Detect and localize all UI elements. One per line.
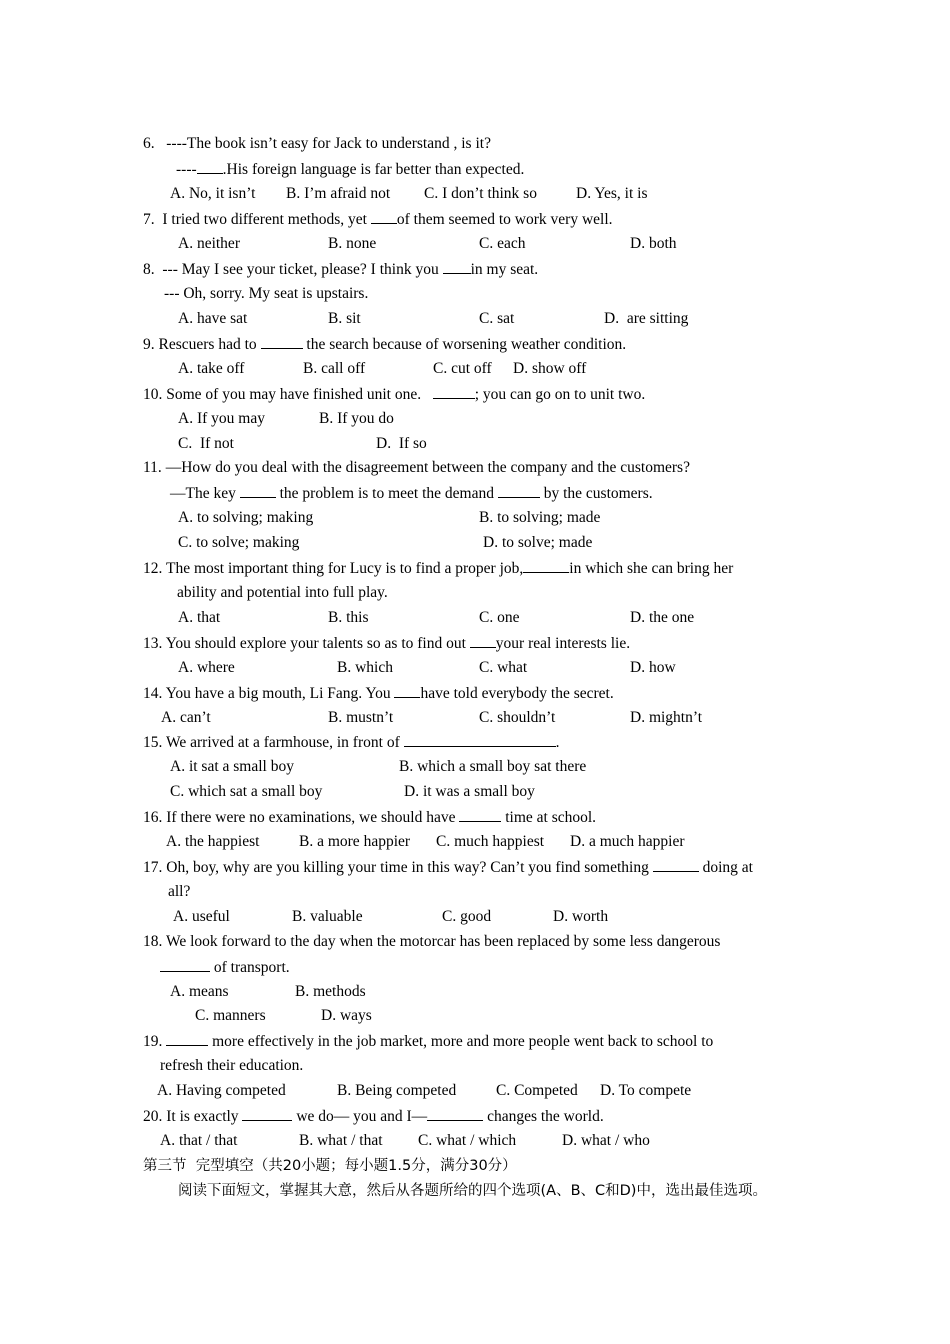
option-a: A. that / that bbox=[160, 1132, 238, 1149]
blank bbox=[427, 1106, 483, 1121]
blank bbox=[523, 558, 569, 573]
question-17: 17. Oh, boy, why are you killing your time in this way? Can’t you find something doing at bbox=[143, 859, 753, 876]
question-8: 8. --- May I see your ticket, please? I think you in my seat. bbox=[143, 261, 539, 278]
option-d: D. show off bbox=[513, 360, 587, 377]
option-d: D. are sitting bbox=[604, 310, 689, 327]
question-19-cont: refresh their education. bbox=[160, 1057, 304, 1074]
question-16: 16. If there were no examinations, we should have time at school. bbox=[143, 809, 597, 826]
option-c: C. good bbox=[442, 908, 492, 925]
blank bbox=[394, 683, 420, 698]
option-a: A. to solving; making bbox=[178, 509, 314, 526]
option-a: A. No, it isn’t bbox=[170, 185, 256, 202]
question-12: 12. The most important thing for Lucy is to find a proper job, in which she can bring her bbox=[143, 560, 734, 577]
blank bbox=[404, 732, 556, 747]
option-d: D. ways bbox=[321, 1007, 372, 1024]
question-20: 20. It is exactly we do— you and I— changes the world. bbox=[143, 1108, 604, 1125]
option-c: C. cut off bbox=[433, 360, 492, 377]
section-instruction: 阅读下面短文，掌握其大意，然后从各题所给的四个选项(A、B、C和D)中，选出最佳选项。 bbox=[178, 1183, 767, 1199]
question-13: 13. You should explore your talents so as to find out your real interests lie. bbox=[143, 635, 631, 652]
option-d: D. Yes, it is bbox=[576, 185, 648, 202]
option-a: A. the happiest bbox=[166, 833, 260, 850]
option-c: C. to solve; making bbox=[178, 534, 300, 551]
option-b: B. what / that bbox=[299, 1132, 383, 1149]
option-c: C. each bbox=[479, 235, 526, 252]
option-b: B. a more happier bbox=[299, 833, 411, 850]
question-7: 7. I tried two different methods, yet of them seemed to work very well. bbox=[143, 211, 613, 228]
blank bbox=[443, 259, 471, 274]
option-c: C. one bbox=[479, 609, 520, 626]
option-a: A. that bbox=[178, 609, 221, 626]
option-c: C. much happiest bbox=[436, 833, 545, 850]
option-b: B. call off bbox=[303, 360, 366, 377]
blank bbox=[240, 483, 276, 498]
option-b: B. which bbox=[337, 659, 393, 676]
blank bbox=[470, 633, 496, 648]
question-8-reply: --- Oh, sorry. My seat is upstairs. bbox=[164, 285, 369, 302]
option-b: B. sit bbox=[328, 310, 361, 327]
option-d: D. To compete bbox=[600, 1082, 692, 1099]
option-d: D. If so bbox=[376, 435, 427, 452]
option-c: C. what bbox=[479, 659, 528, 676]
option-a: A. it sat a small boy bbox=[170, 758, 294, 775]
question-6: 6. ----The book isn’t easy for Jack to understand , is it? bbox=[143, 135, 491, 152]
blank bbox=[166, 1031, 208, 1046]
blank bbox=[160, 957, 210, 972]
question-10: 10. Some of you may have finished unit one. ; you can go on to unit two. bbox=[143, 386, 646, 403]
question-14: 14. You have a big mouth, Li Fang. You have told everybody the secret. bbox=[143, 685, 614, 702]
option-b: B. to solving; made bbox=[479, 509, 601, 526]
option-a: A. have sat bbox=[178, 310, 248, 327]
question-11-reply: —The key the problem is to meet the demand by the customers. bbox=[170, 485, 653, 502]
option-c: C. shouldn’t bbox=[479, 709, 556, 726]
question-18-cont: of transport. bbox=[160, 957, 290, 978]
option-b: B. none bbox=[328, 235, 377, 252]
option-a: A. means bbox=[170, 983, 229, 1000]
section-title: 第三节 完型填空（共20小题；每小题1.5分，满分30分） bbox=[143, 1158, 517, 1174]
question-18: 18. We look forward to the day when the motorcar has been replaced by some less dangerous bbox=[143, 933, 721, 950]
option-a: A. neither bbox=[178, 235, 240, 252]
question-12-cont: ability and potential into full play. bbox=[177, 584, 388, 601]
option-a: A. If you may bbox=[178, 410, 265, 427]
option-a: A. where bbox=[178, 659, 235, 676]
blank bbox=[371, 209, 397, 224]
blank bbox=[653, 857, 699, 872]
question-19: 19. more effectively in the job market, more and more people went back to school to bbox=[143, 1033, 714, 1050]
option-c: C. sat bbox=[479, 310, 515, 327]
option-b: B. valuable bbox=[292, 908, 363, 925]
option-c: C. Competed bbox=[496, 1082, 578, 1099]
option-b: B. methods bbox=[295, 983, 366, 1000]
blank bbox=[498, 483, 540, 498]
option-d: D. what / who bbox=[562, 1132, 650, 1149]
option-b: B. mustn’t bbox=[328, 709, 394, 726]
option-c: C. what / which bbox=[418, 1132, 517, 1149]
option-b: B. which a small boy sat there bbox=[399, 758, 587, 775]
option-c: C. manners bbox=[195, 1007, 266, 1024]
option-d: D. a much happier bbox=[570, 833, 685, 850]
option-d: D. both bbox=[630, 235, 677, 252]
option-d: D. it was a small boy bbox=[404, 783, 535, 800]
option-b: B. this bbox=[328, 609, 369, 626]
blank bbox=[242, 1106, 292, 1121]
option-b: B. Being competed bbox=[337, 1082, 457, 1099]
question-17-cont: all? bbox=[168, 883, 191, 900]
blank bbox=[261, 334, 303, 349]
blank bbox=[433, 384, 475, 399]
option-a: A. can’t bbox=[161, 709, 211, 726]
option-d: D. how bbox=[630, 659, 676, 676]
option-a: A. useful bbox=[173, 908, 230, 925]
option-c: C. I don’t think so bbox=[424, 185, 537, 202]
question-6-answer: ---- .His foreign language is far better than expected. bbox=[176, 161, 525, 178]
blank bbox=[459, 807, 501, 822]
blank bbox=[197, 159, 223, 174]
option-c: C. If not bbox=[178, 435, 234, 452]
option-d: D. to solve; made bbox=[483, 534, 593, 551]
option-d: D. mightn’t bbox=[630, 709, 703, 726]
question-11: 11. —How do you deal with the disagreement between the company and the customers? bbox=[143, 459, 690, 476]
option-d: D. worth bbox=[553, 908, 609, 925]
option-a: A. take off bbox=[178, 360, 245, 377]
question-15: 15. We arrived at a farmhouse, in front of . bbox=[143, 734, 560, 751]
option-c: C. which sat a small boy bbox=[170, 783, 323, 800]
question-9: 9. Rescuers had to the search because of worsening weather condition. bbox=[143, 336, 627, 353]
option-b: B. I’m afraid not bbox=[286, 185, 391, 202]
option-b: B. If you do bbox=[319, 410, 394, 427]
option-d: D. the one bbox=[630, 609, 695, 626]
option-a: A. Having competed bbox=[157, 1082, 286, 1099]
